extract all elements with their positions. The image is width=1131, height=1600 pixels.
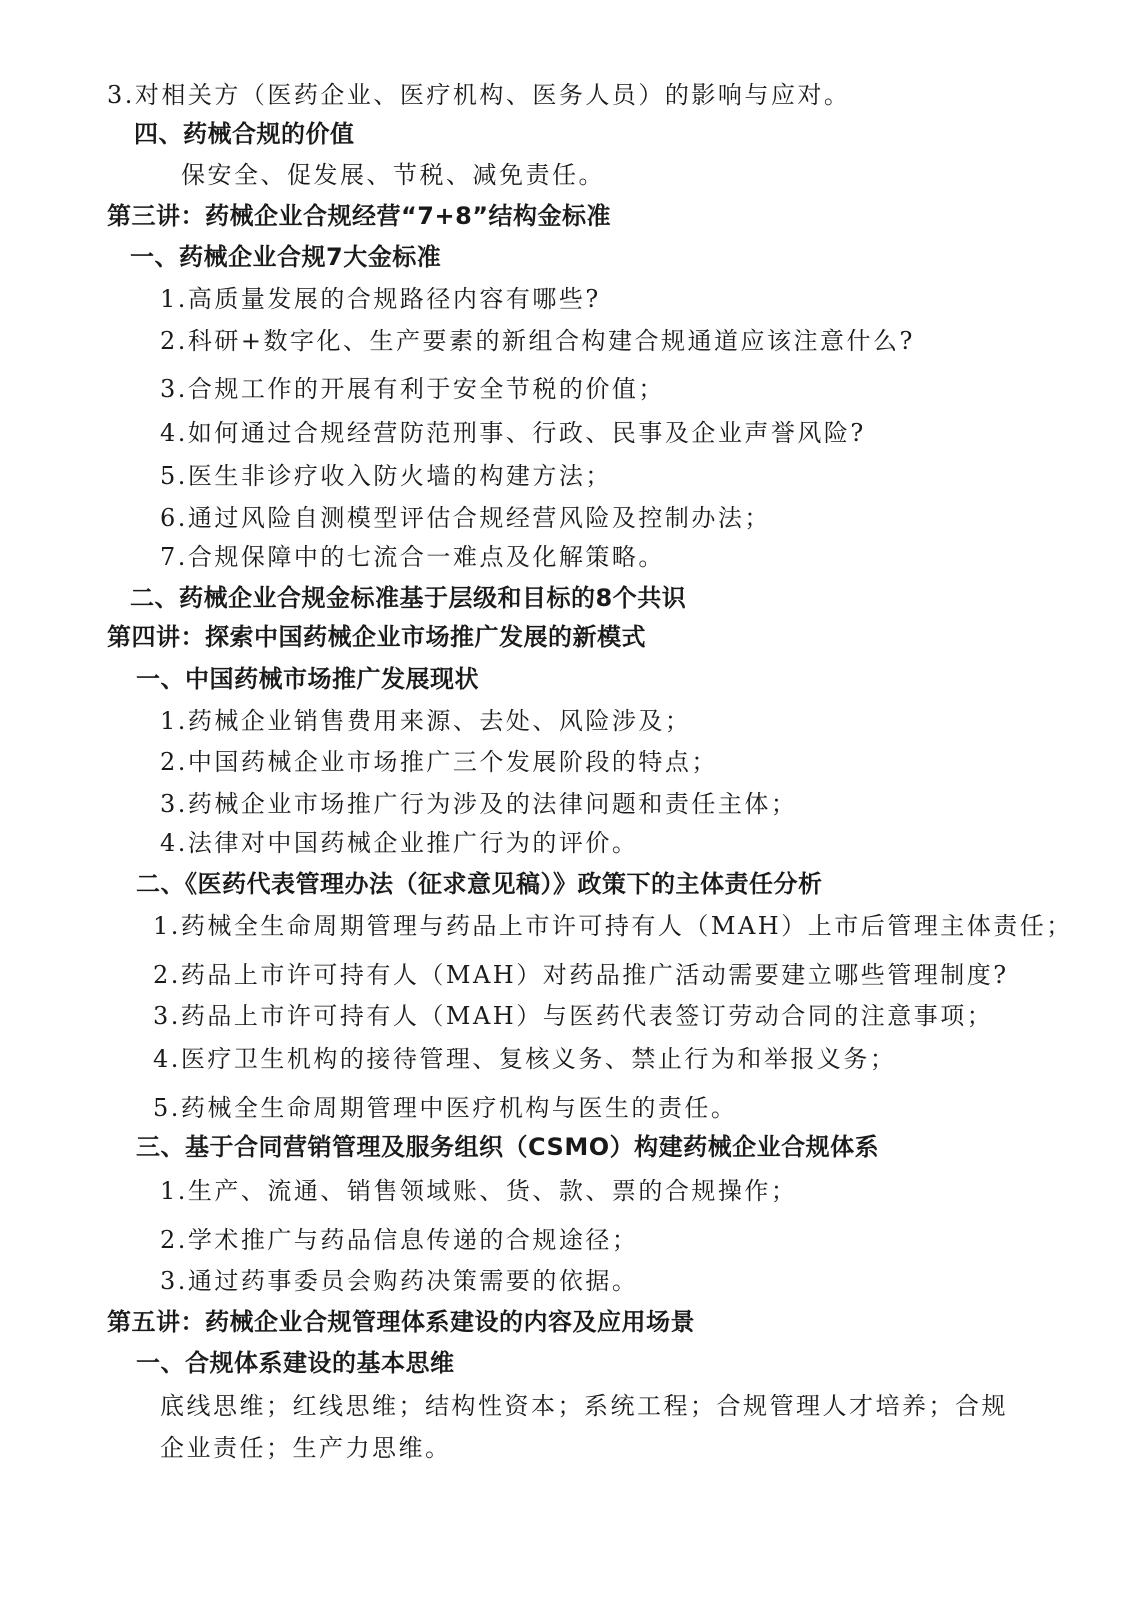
list-item: 5.药械全生命周期管理中医疗机构与医生的责任。 bbox=[153, 1094, 738, 1122]
value-text: 保安全、促发展、节税、减免责任。 bbox=[181, 161, 605, 189]
list-item: 3.合规工作的开展有利于安全节税的价值； bbox=[160, 375, 665, 403]
list-item: 3.药械企业市场推广行为涉及的法律问题和责任主体； bbox=[160, 790, 798, 818]
paragraph-line: 企业责任；生产力思维。 bbox=[160, 1434, 452, 1462]
intro-item: 3.对相关方（医药企业、医疗机构、医务人员）的影响与应对。 bbox=[107, 81, 851, 109]
list-item: 4.医疗卫生机构的接待管理、复核义务、禁止行为和举报义务； bbox=[153, 1045, 897, 1073]
list-item: 3.药品上市许可持有人（MAH）与医药代表签订劳动合同的注意事项； bbox=[153, 1002, 994, 1030]
lecture4-title: 第四讲：探索中国药械企业市场推广发展的新模式 bbox=[107, 623, 646, 651]
list-item: 7.合规保障中的七流合一难点及化解策略。 bbox=[160, 543, 665, 571]
list-item: 6.通过风险自测模型评估合规经营风险及控制办法； bbox=[160, 504, 771, 532]
list-item: 2.科研+数字化、生产要素的新组合构建合规通道应该注意什么? bbox=[160, 327, 915, 355]
lecture3-section2-heading: 二、药械企业合规金标准基于层级和目标的8个共识 bbox=[130, 584, 687, 612]
list-item: 1.高质量发展的合规路径内容有哪些? bbox=[160, 285, 601, 313]
lecture4-section2-heading: 二、《医药代表管理办法（征求意见稿）》政策下的主体责任分析 bbox=[136, 870, 823, 898]
list-item: 4.法律对中国药械企业推广行为的评价。 bbox=[160, 829, 639, 857]
list-item: 2.中国药械企业市场推广三个发展阶段的特点； bbox=[160, 748, 718, 776]
lecture5-section1-heading: 一、合规体系建设的基本思维 bbox=[136, 1349, 455, 1377]
list-item: 4.如何通过合规经营防范刑事、行政、民事及企业声誉风险? bbox=[160, 419, 866, 447]
lecture5-title: 第五讲：药械企业合规管理体系建设的内容及应用场景 bbox=[107, 1308, 695, 1336]
list-item: 1.药械企业销售费用来源、去处、风险涉及； bbox=[160, 707, 692, 735]
list-item: 2.学术推广与药品信息传递的合规途径； bbox=[160, 1226, 639, 1254]
list-item: 1.生产、流通、销售领域账、货、款、票的合规操作； bbox=[160, 1177, 798, 1205]
value-heading: 四、药械合规的价值 bbox=[134, 120, 355, 148]
lecture3-title: 第三讲：药械企业合规经营“7+8”结构金标准 bbox=[107, 202, 612, 230]
list-item: 1.药械全生命周期管理与药品上市许可持有人（MAH）上市后管理主体责任； bbox=[153, 912, 1073, 940]
lecture3-section1-heading: 一、药械企业合规7大金标准 bbox=[130, 243, 442, 271]
list-item: 3.通过药事委员会购药决策需要的依据。 bbox=[160, 1267, 639, 1295]
lecture4-section1-heading: 一、中国药械市场推广发展现状 bbox=[136, 665, 479, 693]
list-item: 2.药品上市许可持有人（MAH）对药品推广活动需要建立哪些管理制度? bbox=[153, 961, 1009, 989]
lecture4-section3-heading: 三、基于合同营销管理及服务组织（CSMO）构建药械企业合规体系 bbox=[136, 1133, 880, 1161]
paragraph-line: 底线思维；红线思维；结构性资本；系统工程；合规管理人才培养；合规 bbox=[160, 1392, 1008, 1420]
list-item: 5.医生非诊疗收入防火墙的构建方法； bbox=[160, 462, 612, 490]
